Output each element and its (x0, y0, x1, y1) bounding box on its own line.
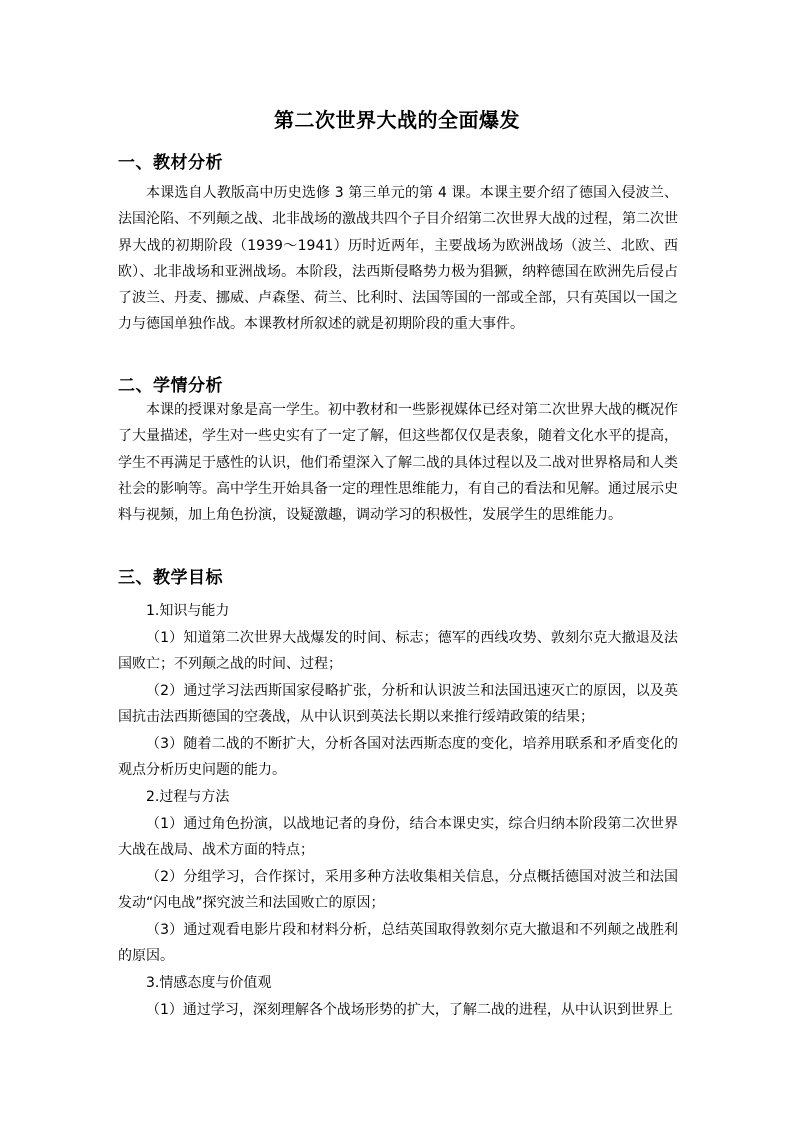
goal-group-label-values: 3.情感态度与价值观 (146, 975, 272, 991)
section-heading-learner-analysis: 二、学情分析 (118, 376, 223, 396)
goal-item: （3）随着二战的不断扩大，分析各国对法西斯态度的变化，培养用联系和矛盾变化的观点分析历史问题的能力。 (118, 736, 678, 779)
goal-item: （3）通过观看电影片段和材料分析，总结英国取得敦刻尔克大撤退和不列颠之战胜利的原因。 (118, 922, 678, 965)
page-title: 第二次世界大战的全面爆发 (274, 108, 520, 132)
goal-item: （2）通过学习法西斯国家侵略扩张，分析和认识波兰和法国迅速灭亡的原因，以及英国抗击法西斯德国的空袭战，从中认识到英法长期以来推行绥靖政策的结果； (118, 683, 678, 726)
goal-item: （1）通过角色扮演，以战地记者的身份，结合本课史实，综合归纳本阶段第二次世界大战在战局、战术方面的特点； (118, 816, 678, 859)
section-heading-textbook-analysis: 一、教材分析 (118, 153, 223, 173)
goal-item: （1）通过学习，深刻理解各个战场形势的扩大，了解二战的进程，从中认识到世界上 (146, 1002, 673, 1018)
section-paragraph-learner-analysis: 本课的授课对象是高一学生。初中教材和一些影视媒体已经对第二次世界大战的概况作了大量描述，学生对一些史实有了一定了解，但这些都仅仅是表象，随着文化水平的提高，学生不再满足于感性的认识，他们希望深入了解二战的具体过程以及二战对世界格局和人类社会的影响等。高中学生开始具备一定的理性思维能力，有自己的看法和见解。通过展示史料与视频，加上角色扮演，设疑激趣，调动学习的积极性，发展学生的思维能力。 (118, 402, 678, 524)
goal-item: （2）分组学习，合作探讨，采用多种方法收集相关信息，分点概括德国对波兰和法国发动“闪电战”探究波兰和法国败亡的原因； (118, 869, 678, 912)
section-heading-teaching-goals: 三、教学目标 (118, 568, 223, 588)
goal-item: （1）知道第二次世界大战爆发的时间、标志；德军的西线攻势、敦刻尔克大撤退及法国败亡；不列颠之战的时间、过程； (118, 630, 678, 673)
goal-group-label-process: 2.过程与方法 (146, 789, 230, 805)
goal-group-label-knowledge: 1.知识与能力 (146, 603, 230, 619)
section-paragraph-textbook-analysis: 本课选自人教版高中历史选修 3 第三单元的第 4 课。本课主要介绍了德国入侵波兰、法国沦陷、不列颠之战、北非战场的激战共四个子目介绍第二次世界大战的过程，第二次世界大战的初期阶段（1939～1941）历时近两年，主要战场为欧洲战场（波兰、北欧、西欧）、北非战场和亚洲战场。本阶段，法西斯侵略势力极为猖獗，纳粹德国在欧洲先后侵占了波兰、丹麦、挪威、卢森堡、荷兰、比利时、法国等国的一部或全部，只有英国以一国之力与德国单独作战。本课教材所叙述的就是初期阶段的重大事件。 (118, 185, 678, 333)
